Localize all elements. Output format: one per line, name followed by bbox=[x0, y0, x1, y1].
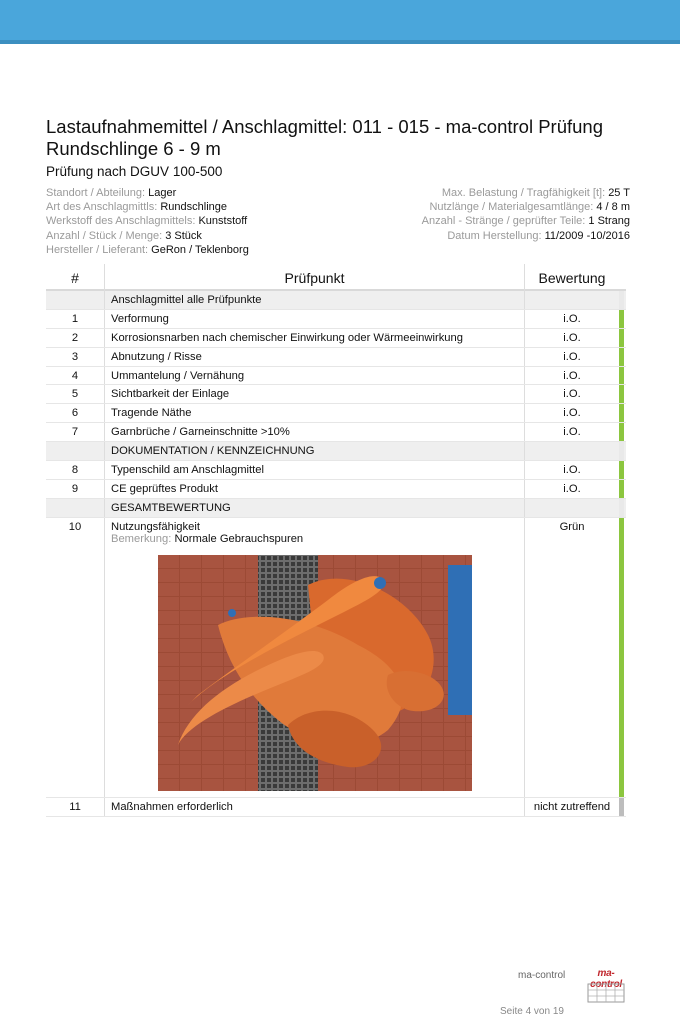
table-header bbox=[46, 264, 626, 291]
meta-left bbox=[46, 186, 249, 257]
remark-label: Bemerkung: bbox=[111, 532, 172, 545]
header-checkpoint: Prüfpunkt bbox=[104, 264, 524, 291]
row-number: 6 bbox=[71, 407, 79, 420]
table-row bbox=[46, 367, 626, 386]
meta-label: Datum Herstellung: bbox=[447, 229, 542, 242]
meta-value: Lager bbox=[148, 187, 177, 199]
top-banner bbox=[0, 0, 680, 44]
row-number: 8 bbox=[71, 464, 79, 477]
sling-photo-illustration bbox=[158, 555, 472, 791]
row-text: Korrosionsnarben nach chemischer Einwirkung oder Wärmeeinwirkung bbox=[104, 329, 524, 347]
row-value: i.O. bbox=[524, 310, 619, 328]
meta-label: Werkstoff des Anschlagmittels: bbox=[46, 215, 196, 228]
meta-row bbox=[422, 229, 630, 243]
row-text: Verformung bbox=[104, 310, 524, 328]
meta-value: GeRon / Teklenborg bbox=[151, 243, 249, 256]
meta-label: Standort / Abteilung: bbox=[46, 187, 146, 199]
remark bbox=[111, 533, 524, 545]
status-bar bbox=[619, 499, 624, 517]
status-bar bbox=[619, 518, 624, 797]
row-value bbox=[524, 442, 619, 460]
meta-label: Anzahl - Stränge / geprüfter Teile: bbox=[421, 215, 586, 228]
row-text: Tragende Näthe bbox=[104, 404, 524, 422]
row-text: Maßnahmen erforderlich bbox=[104, 798, 524, 816]
row-text: Ummantelung / Vernähung bbox=[104, 367, 524, 385]
row-value: i.O. bbox=[524, 461, 619, 479]
table-row bbox=[46, 348, 626, 367]
header-rating: Bewertung bbox=[524, 264, 619, 291]
inspection-table bbox=[46, 264, 626, 817]
table-row bbox=[46, 329, 626, 348]
row-value: i.O. bbox=[524, 329, 619, 347]
row-value bbox=[524, 291, 619, 309]
meta-right bbox=[422, 186, 630, 243]
top-banner-shadow bbox=[0, 40, 680, 44]
table-row bbox=[46, 423, 626, 442]
meta-row bbox=[46, 243, 249, 257]
meta-row bbox=[46, 229, 249, 243]
row-number: 3 bbox=[71, 350, 79, 363]
table-section-row bbox=[46, 442, 626, 461]
meta-label: Art des Anschlagmittls: bbox=[46, 201, 158, 214]
meta-label: Anzahl / Stück / Menge: bbox=[46, 229, 163, 242]
meta-value: 11/2009 -10/2016 bbox=[544, 229, 630, 242]
page-subtitle: Prüfung nach DGUV 100-500 bbox=[46, 164, 223, 179]
row-number: 9 bbox=[71, 482, 79, 495]
status-bar bbox=[619, 310, 624, 328]
footer-company: ma-control bbox=[518, 970, 566, 981]
meta-label: Nutzlänge / Materialgesamtlänge: bbox=[429, 201, 594, 214]
row-number: 2 bbox=[71, 331, 79, 344]
meta-value: Rundschlinge bbox=[160, 201, 227, 214]
row-value: i.O. bbox=[524, 423, 619, 441]
row-value: i.O. bbox=[524, 385, 619, 403]
status-bar bbox=[619, 367, 624, 385]
table-section-row bbox=[46, 291, 626, 310]
meta-row bbox=[422, 200, 630, 214]
row-value: i.O. bbox=[524, 480, 619, 498]
status-bar bbox=[619, 348, 624, 366]
row-text: Abnutzung / Risse bbox=[104, 348, 524, 366]
row-value: i.O. bbox=[524, 348, 619, 366]
row-value: Grün bbox=[524, 518, 619, 797]
sling-photo bbox=[158, 555, 472, 791]
meta-value: 1 Strang bbox=[588, 215, 630, 228]
page-number: Seite 4 von 19 bbox=[500, 1006, 564, 1017]
meta-row bbox=[422, 214, 630, 228]
status-bar bbox=[619, 798, 624, 816]
row-number: 10 bbox=[68, 520, 82, 533]
table-row bbox=[46, 404, 626, 423]
meta-row bbox=[422, 186, 630, 200]
meta-label: Hersteller / Lieferant: bbox=[46, 243, 149, 256]
row-value: i.O. bbox=[524, 404, 619, 422]
row-text: DOKUMENTATION / KENNZEICHNUNG bbox=[104, 442, 524, 460]
row-number: 4 bbox=[71, 369, 79, 382]
status-bar bbox=[619, 291, 624, 309]
row-value: nicht zutreffend bbox=[524, 798, 619, 816]
row-text: GESAMTBEWERTUNG bbox=[104, 499, 524, 517]
status-bar bbox=[619, 404, 624, 422]
remark-text: Normale Gebrauchspuren bbox=[174, 532, 304, 545]
table-row bbox=[46, 310, 626, 329]
row-value bbox=[524, 499, 619, 517]
table-row bbox=[46, 480, 626, 499]
status-bar bbox=[619, 385, 624, 403]
table-row bbox=[46, 385, 626, 404]
meta-value: 3 Stück bbox=[165, 229, 202, 242]
row-text: Sichtbarkeit der Einlage bbox=[104, 385, 524, 403]
table-row bbox=[46, 798, 626, 817]
row-text: CE geprüftes Produkt bbox=[104, 480, 524, 498]
table-section-row bbox=[46, 499, 626, 518]
table-row bbox=[46, 461, 626, 480]
building-icon bbox=[582, 968, 630, 1004]
meta-label: Max. Belastung / Tragfähigkeit [t]: bbox=[441, 187, 606, 199]
status-bar bbox=[619, 442, 624, 460]
status-bar bbox=[619, 480, 624, 498]
row-value: i.O. bbox=[524, 367, 619, 385]
page-title: Lastaufnahmemittel / Anschlagmittel: 011 - 015 - ma-control Prüfung Rundschlinge 6 - 9 m bbox=[46, 116, 603, 159]
meta-row bbox=[46, 186, 249, 200]
company-logo bbox=[582, 968, 630, 1004]
row-number: 1 bbox=[71, 312, 79, 325]
row-number: 7 bbox=[71, 426, 79, 439]
meta-value: 4 / 8 m bbox=[596, 201, 630, 214]
meta-row bbox=[46, 214, 249, 228]
meta-row bbox=[46, 200, 249, 214]
row-number: 5 bbox=[71, 388, 79, 401]
status-bar bbox=[619, 329, 624, 347]
header-number: # bbox=[71, 270, 79, 286]
row-title: Nutzungsfähigkeit bbox=[111, 520, 200, 533]
row-text: Garnbrüche / Garneinschnitte >10% bbox=[104, 423, 524, 441]
row-text: Typenschild am Anschlagmittel bbox=[104, 461, 524, 479]
row-number: 11 bbox=[69, 800, 81, 813]
meta-value: 25 T bbox=[608, 187, 630, 199]
meta-value: Kunststoff bbox=[198, 215, 248, 228]
status-bar bbox=[619, 423, 624, 441]
logo-text: ma-control bbox=[590, 968, 622, 990]
row-text: Anschlagmittel alle Prüfpunkte bbox=[104, 291, 524, 309]
status-bar bbox=[619, 461, 624, 479]
